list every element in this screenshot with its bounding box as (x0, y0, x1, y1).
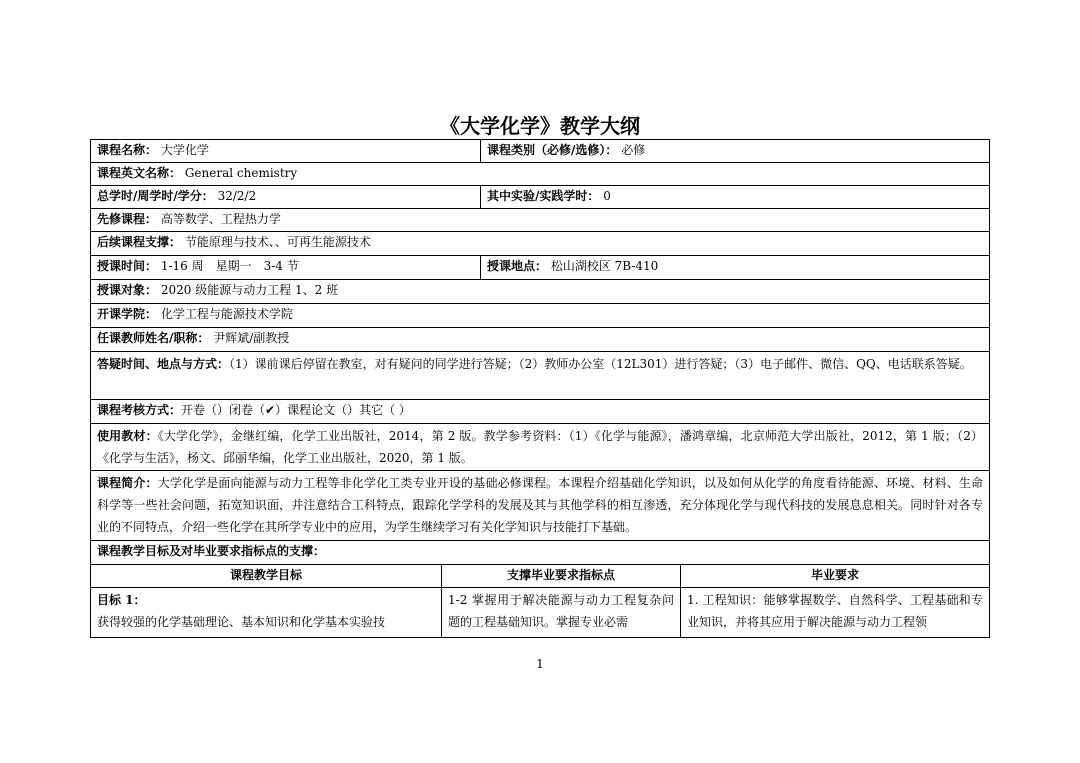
teacher-label: 任课教师姓名/职称： (97, 331, 210, 345)
intro-cell (91, 471, 989, 540)
lab-hours-value: 0 (603, 189, 611, 203)
lab-hours-cell (480, 186, 989, 208)
intro-label: 课程简介： (97, 476, 158, 490)
teacher-cell (91, 328, 989, 351)
lab-hours-label: 其中实验/实践学时： (487, 189, 600, 203)
row-teacher (91, 328, 989, 352)
row-hours (91, 186, 989, 209)
english-name-cell (91, 163, 989, 185)
english-name-value: General chemistry (184, 166, 298, 180)
course-name-cell (91, 140, 480, 162)
objectives-row-1 (91, 588, 989, 637)
assessment-cell (91, 400, 989, 423)
row-schedule (91, 256, 989, 280)
row-qa (91, 352, 989, 400)
goal-1-text: 获得较强的化学基础理论、基本知识和化学基本实验技 (97, 615, 386, 629)
row-english-name (91, 163, 989, 186)
header-goal: 课程教学目标 (229, 568, 302, 582)
intro-value: 大学化学是面向能源与动力工程等非化学化工类专业开设的基础必修课程。本课程介绍基础化学知识，以及如何从化学的角度看待能源、环境、材料、生命科学等一些社会问题，拓宽知识面，并注意结合工科特点，跟踪化学学科的发展及其与其他学科的相互渗透，充分体现化学与现代科技的发展息息相关。同时针对各专业的不同特点，介绍一些化学在其所学专业中的应用，为学生继续学习有关化学知识与技能打下基础。 (97, 476, 983, 534)
prerequisites-label: 先修课程： (97, 212, 158, 226)
audience-value: 2020 级能源与动力工程 1、2 班 (160, 283, 339, 297)
qa-cell (91, 352, 989, 399)
syllabus-table (90, 139, 990, 638)
row-course-name (91, 140, 989, 163)
follow-up-cell (91, 232, 989, 255)
page-title: 《大学化学》教学大纲 (440, 114, 640, 138)
teacher-value: 尹辉斌/副教授 (213, 331, 290, 345)
textbook-value: 《大学化学》，金继红编，化学工业出版社，2014，第 2 版。教学参考资料：（1）《化学与能源》，潘鸿章编，北京师范大学出版社，2012，第 1 版；（2）《化学与生活》，杨文、邱丽华编，化学工业出版社，2020，第 1 版。 (97, 429, 983, 465)
row-college (91, 304, 989, 328)
audience-cell (91, 280, 989, 303)
course-name-value: 大学化学 (160, 143, 209, 157)
goal-1-title: 目标 1： (97, 593, 146, 607)
college-cell (91, 304, 989, 327)
objectives-header-row (91, 565, 989, 588)
assessment-value: 开卷（）闭卷（✔）课程论文（）其它（ ） (181, 403, 411, 417)
hours-label: 总学时/周学时/学分： (97, 189, 214, 203)
location-value: 松山湖校区 7B-410 (550, 259, 659, 273)
schedule-cell (91, 256, 480, 279)
prerequisites-cell (91, 209, 989, 231)
assessment-label: 课程考核方式： (97, 403, 182, 417)
location-label: 授课地点： (487, 259, 548, 273)
qa-value: （1）课前课后停留在教室，对有疑问的同学进行答疑；（2）教师办公室（12L301）进行答疑；（3）电子邮件、微信、QQ、电话联系答疑。 (229, 357, 972, 371)
requirement-1-cell: 1. 工程知识：能够掌握数学、自然科学、工程基础和专业知识，并将其应用于解决能源与动力工程领 (680, 588, 989, 637)
row-prerequisites (91, 209, 989, 232)
row-objectives-heading (91, 541, 989, 565)
row-textbook (91, 424, 989, 471)
schedule-value: 1-16 周 星期一 3-4 节 (160, 259, 299, 273)
row-intro (91, 471, 989, 541)
indicator-1-cell: 1-2 掌握用于解决能源与动力工程复杂问题的工程基础知识。掌握专业必需 (441, 588, 680, 637)
course-type-cell (480, 140, 989, 162)
prerequisites-value: 高等数学、工程热力学 (160, 212, 281, 226)
textbook-cell (91, 424, 989, 470)
follow-up-value: 节能原理与技术、、可再生能源技术 (184, 235, 371, 249)
hours-cell (91, 186, 480, 208)
objectives-heading: 课程教学目标及对毕业要求指标点的支撑： (97, 544, 326, 558)
textbook-label: 使用教材： (97, 429, 158, 443)
page-number: 1 (536, 657, 544, 671)
row-follow-up (91, 232, 989, 256)
course-type-label: 课程类别（必修/选修）： (487, 143, 618, 157)
follow-up-label: 后续课程支撑： (97, 235, 182, 249)
course-name-label: 课程名称： (97, 143, 158, 157)
goal-1-cell (91, 588, 441, 637)
header-indicator: 支撑毕业要求指标点 (441, 565, 680, 587)
qa-label: 答疑时间、地点与方式： (97, 357, 230, 371)
row-assessment (91, 400, 989, 424)
college-label: 开课学院： (97, 307, 158, 321)
hours-value: 32/2/2 (217, 189, 257, 203)
header-requirement: 毕业要求 (680, 565, 989, 587)
location-cell (480, 256, 989, 279)
audience-label: 授课对象： (97, 283, 158, 297)
row-audience (91, 280, 989, 304)
course-type-value: 必修 (621, 143, 646, 157)
english-name-label: 课程英文名称： (97, 166, 182, 180)
schedule-label: 授课时间： (97, 259, 158, 273)
college-value: 化学工程与能源技术学院 (160, 307, 293, 321)
